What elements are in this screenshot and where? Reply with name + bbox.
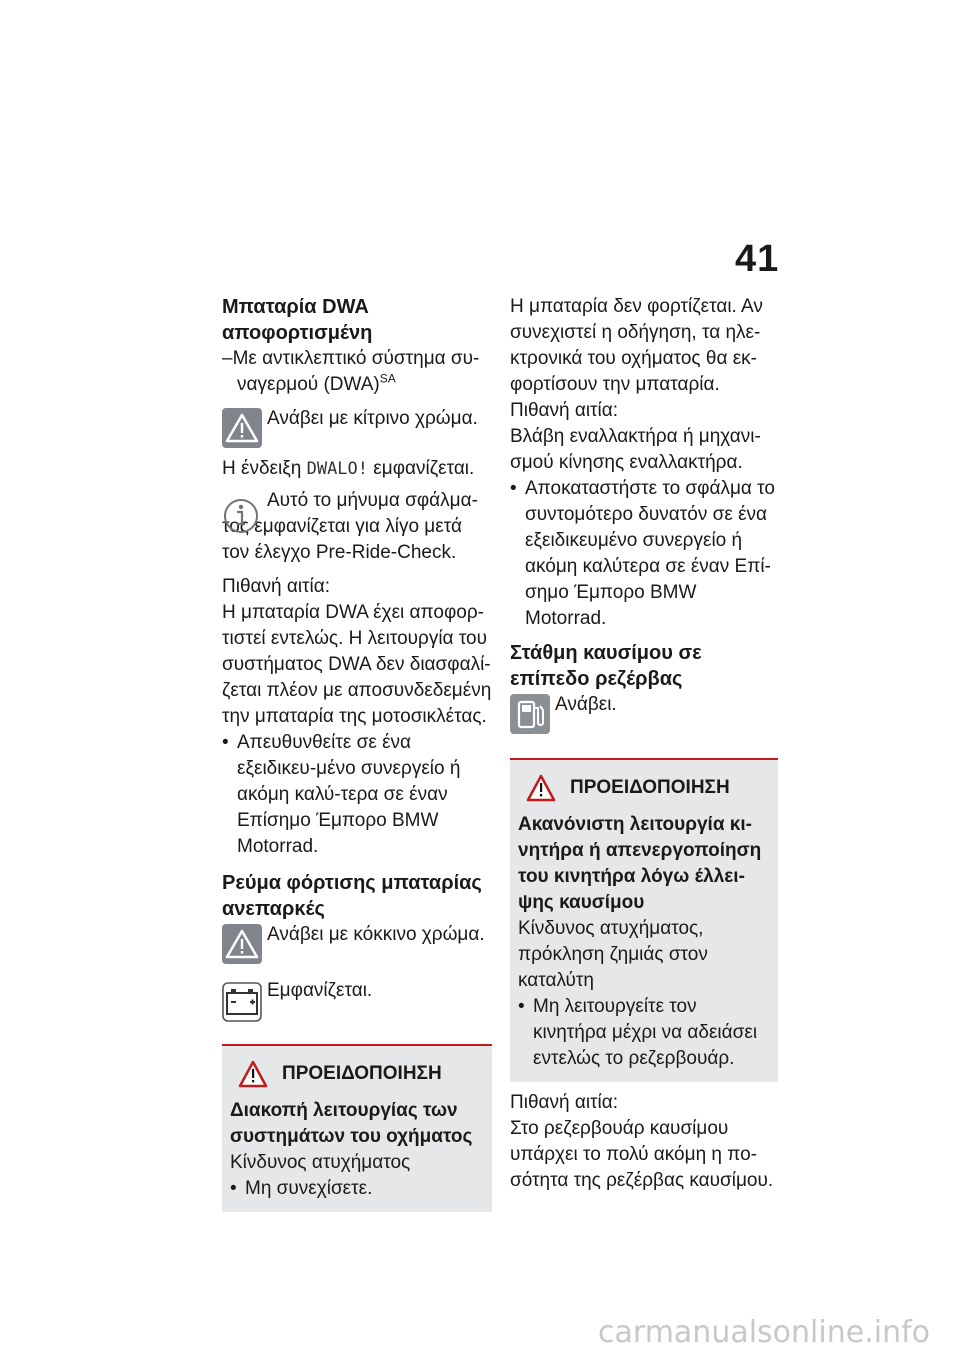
- display-prefix: Η ένδειξη: [222, 458, 302, 479]
- info-icon: [222, 488, 260, 544]
- warning-risk: Κίνδυνος ατυχήματος: [230, 1152, 411, 1173]
- bullet-dot: •: [222, 732, 229, 753]
- yellow-light-text: Ανάβει με κίτρινο χρώμα.: [267, 408, 478, 429]
- warning-label: ΠΡΟΕΙΔΟΠΟΙΗΣΗ: [282, 1063, 442, 1084]
- page-number: 41: [735, 238, 780, 280]
- fuel-pump-icon: [510, 694, 550, 734]
- warning-header: [518, 774, 770, 802]
- warning-header: [230, 1060, 484, 1088]
- display-code: DWALO!: [306, 459, 369, 479]
- warning-bullet: [230, 1176, 484, 1202]
- red-warning-row: [222, 922, 492, 966]
- bullet-dot: •: [230, 1178, 237, 1199]
- info-text: Αυτό το μήνυμα σφάλμα-τος εμφανίζεται για λίγο μετά τον έλεγχο Pre-Ride-Check.: [222, 490, 478, 563]
- bullet-dot: •: [510, 478, 517, 499]
- yellow-warning-row: [222, 406, 492, 450]
- right-column: [510, 294, 778, 1194]
- dwa-intro-line2: [222, 371, 396, 395]
- warning-triangle-icon: [222, 408, 262, 448]
- cause-label: Πιθανή αιτία:: [510, 400, 619, 421]
- battery-icon: [222, 982, 262, 1030]
- fuel-heading: Στάθμη καυσίμου σε επίπεδο ρεζέρβας: [510, 642, 702, 690]
- warning-bullet-text: Μη συνεχίσετε.: [245, 1178, 373, 1199]
- bullet-dot: •: [518, 996, 525, 1017]
- red-warning-icon: [526, 774, 556, 802]
- warning-risk: Κίνδυνος ατυχήματος, πρόκληση ζημιάς στον καταλύτη: [518, 918, 708, 991]
- warning-box: [222, 1044, 492, 1212]
- warning-label: ΠΡΟΕΙΔΟΠΟΙΗΣΗ: [570, 777, 730, 798]
- battery-text: Εμφανίζεται.: [267, 980, 373, 1001]
- cause-label: Πιθανή αιτία:: [222, 576, 331, 597]
- warning-heading: Ακανόνιστη λειτουργία κι-νητήρα ή απενεργοποίηση του κινητήρα λόγω έλλει-ψης καυσίμου: [518, 814, 762, 913]
- footer-watermark: carmanualsonline.info: [598, 1315, 930, 1350]
- bullet-item: [510, 476, 778, 632]
- sa-marker: SA: [379, 371, 396, 386]
- bullet-text: Αποκαταστήστε το σφάλμα το συντομότερο δυνατόν σε ένα εξειδικευμένο συνεργείο ή ακόμη καλύτερα σε έναν Επί-σημο Έμπορο BMW Motorrad.: [525, 478, 775, 629]
- warning-box: [510, 758, 778, 1082]
- warning-heading: Διακοπή λειτουργίας των συστημάτων του οχήματος: [230, 1100, 473, 1147]
- cause-text: Η μπαταρία DWA έχει αποφορ-τιστεί εντελώς. Η λειτουργία του συστήματος DWA δεν διασφαλί-ζεται πλέον με αποσυνδεδεμένη την μπαταρία της μοτοσικλέτας.: [222, 602, 492, 727]
- bullet-text: Απευθυνθείτε σε ένα εξειδικευ-μένο συνεργείο ή ακόμη καλύ-τερα σε έναν Επίσημο Έμπορο BMW Motorrad.: [237, 732, 461, 857]
- cause-text: Βλάβη εναλλακτήρα ή μηχανι-σμού κίνησης εναλλακτήρα.: [510, 426, 761, 473]
- cause-label-2: Πιθανή αιτία:: [510, 1092, 619, 1113]
- dwa-intro-line1: –Με αντικλεπτικό σύστημα συ-: [222, 348, 480, 369]
- cause-text-2: Στο ρεζερβουάρ καυσίμου υπάρχει το πολύ ακόμη η πο-σότητα της ρεζέρβας καυσίμου.: [510, 1118, 774, 1191]
- red-warning-icon: [238, 1060, 268, 1088]
- display-line: [222, 456, 492, 482]
- charge-heading: Ρεύμα φόρτισης μπαταρίας ανεπαρκές: [222, 872, 482, 920]
- warning-bullet-text: Μη λειτουργείτε τον κινητήρα μέχρι να αδειάσει εντελώς το ρεζερβουάρ.: [533, 996, 758, 1069]
- dwa-intro-text: ναγερμού (DWA): [237, 374, 380, 395]
- warning-triangle-icon: [222, 924, 262, 964]
- info-note: [222, 488, 492, 566]
- fuel-light-text: Ανάβει.: [555, 694, 617, 715]
- red-light-text: Ανάβει με κόκκινο χρώμα.: [267, 924, 485, 945]
- bullet-item: [222, 730, 492, 860]
- charge-text: Η μπαταρία δεν φορτίζεται. Αν συνεχιστεί η οδήγηση, τα ηλε-κτρονικά του οχήματος θα εκ-φορτίσουν την μπαταρία.: [510, 296, 763, 395]
- left-column: [222, 294, 492, 1212]
- dwa-heading: Μπαταρία DWA αποφορτισμένη: [222, 296, 373, 344]
- battery-row: [222, 978, 492, 1022]
- display-suffix: εμφανίζεται.: [373, 458, 475, 479]
- warning-bullet: [518, 994, 770, 1072]
- dwa-intro: [222, 346, 492, 398]
- fuel-row: [510, 692, 778, 736]
